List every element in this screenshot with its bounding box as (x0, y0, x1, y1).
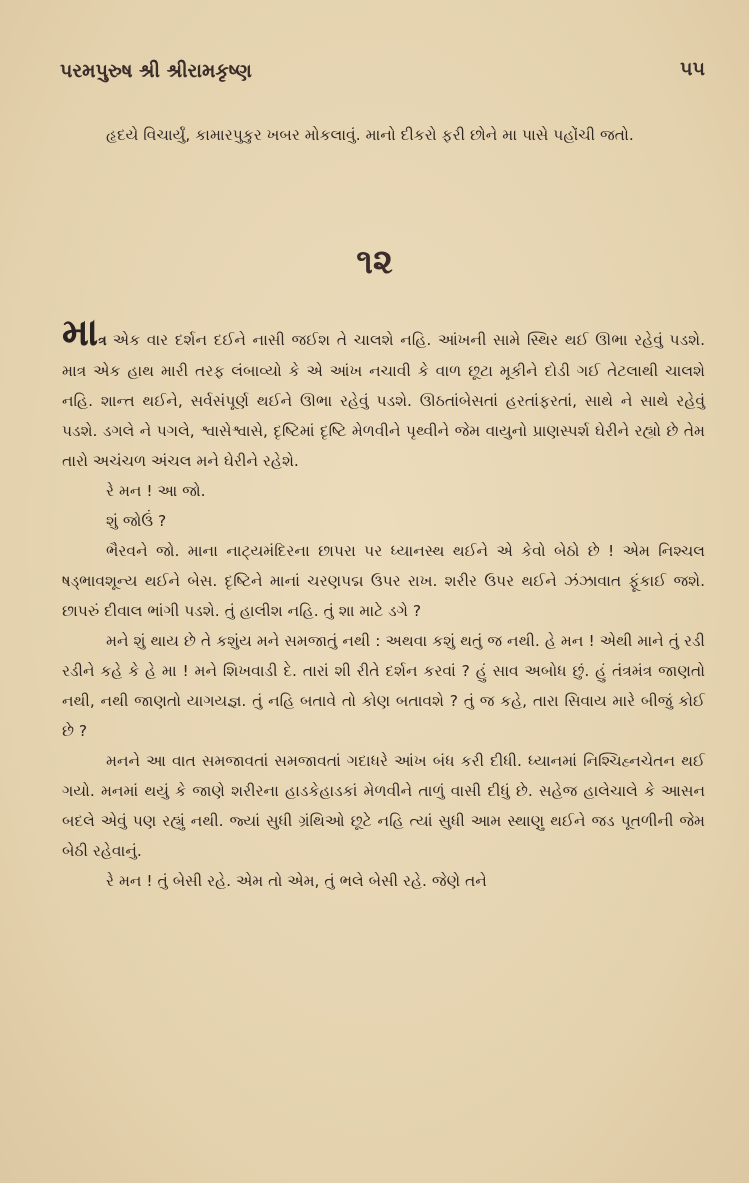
dropcap-suffix: ત્ર (98, 333, 107, 349)
running-title: પરમપુરુષ શ્રી શ્રીરામકૃષ્ણ (60, 60, 252, 82)
paragraph-1 (62, 310, 705, 476)
paragraph-6: મનને આ વાત સમજાવતાં સમજાવતાં ગદાધરે આંખ બંધ કરી દીધી. ધ્યાનમાં નિશ્ચિહ્નચેતન થઈ ગયો. મનમાં થયું કે જાણે શરીરના હાડકેહાડકાં મેળવીને તાળું વાસી દીધું છે. સહેજ હાલેચાલે કે આસન બદલે એવું પણ રહ્યું નથી. જ્યાં સુધી ગ્રંથિઓ છૂટે નહિ ત્યાં સુધી આમ સ્થાણુ થઈને જડ પૂતળીની જેમ બેઠી રહેવાનું. (62, 752, 705, 860)
paragraph-1-text: એક વાર દર્શન દઈને નાસી જઈશ તે ચાલશે નહિ. આંખની સામે સ્થિર થઈ ઊભા રહેવું પડશે. માત્ર એક હાથ મારી તરફ લંબાવ્યો કે એ આંખ નચાવી કે વાળ છૂટા મૂકીને દોડી ગઈ તેટલાથી ચાલશે નહિ. શાન્ત થઈને, સર્વસંપૂર્ણ થઈને ઊભા રહેવું પડશે. ઊઠતાંબેસતાં હરતાંફરતાં, સાથે ને સાથે રહેવું પડશે. ડગલે ને પગલે, શ્વાસેશ્વાસે, દૃષ્ટિમાં દૃષ્ટિ મેળવીને પૃથ્વીને જેમ વાયુનો પ્રાણસ્પર્શ ઘેરીને રહ્યો છે તેમ તારો અચંચળ અંચલ મને ઘેરીને રહેશે. (62, 331, 705, 470)
paragraph-4: ભૈરવને જો. માના નાટ્યમંદિરના છાપરા પર ધ્યાનસ્થ થઈને એ કેવો બેઠો છે ! એમ નિશ્ચલ ષડ્ભાવશૂન્ય થઈને બેસ. દૃષ્ટિને માનાં ચરણપદ્મ ઉપર રાખ. શરીર ઉપર થઈને ઝંઝાવાત ફૂંકાઈ જશે. છાપરું દીવાલ ભાંગી પડશે. તું હાલીશ નહિ. તું શા માટે ડગે ? (62, 542, 705, 620)
paragraph-5: મને શું થાય છે તે કશુંય મને સમજાતું નથી : અથવા કશું થતું જ નથી. હે મન ! એથી માને તું રડી રડીને કહે કે હે મા ! મને શિખવાડી દે. તારાં શી રીતે દર્શન કરવાં ? હું સાવ અબોધ છું. હું તંત્રમંત્ર જાણતો નથી, નથી જાણતો યાગયજ્ઞ. તું નહિ બતાવે તો કોણ બતાવશે ? તું જ કહે, તારા સિવાય મારે બીજું કોઈ છે ? (62, 632, 705, 740)
paragraph-2: રે મન ! આ જો. (106, 482, 206, 500)
intro-paragraph (62, 120, 705, 150)
page-number: ૫૫ (680, 58, 705, 80)
paragraph-3: શું જોઉં ? (106, 512, 167, 530)
paragraph-7: રે મન ! તું બેસી રહે. એમ તો એમ, તું ભલે બેસી રહે. જેણે તને (106, 872, 487, 890)
chapter-body (62, 310, 705, 896)
intro-text: હૃદયે વિચાર્યું, કામારપુકુર ખબર મોકલાવું. માનો દીકરો ફરી છોને મા પાસે પહોંચી જતો. (106, 126, 634, 144)
chapter-number: ૧૨ (356, 242, 393, 282)
page-header (60, 50, 705, 90)
dropcap-letter: મા (62, 310, 99, 354)
